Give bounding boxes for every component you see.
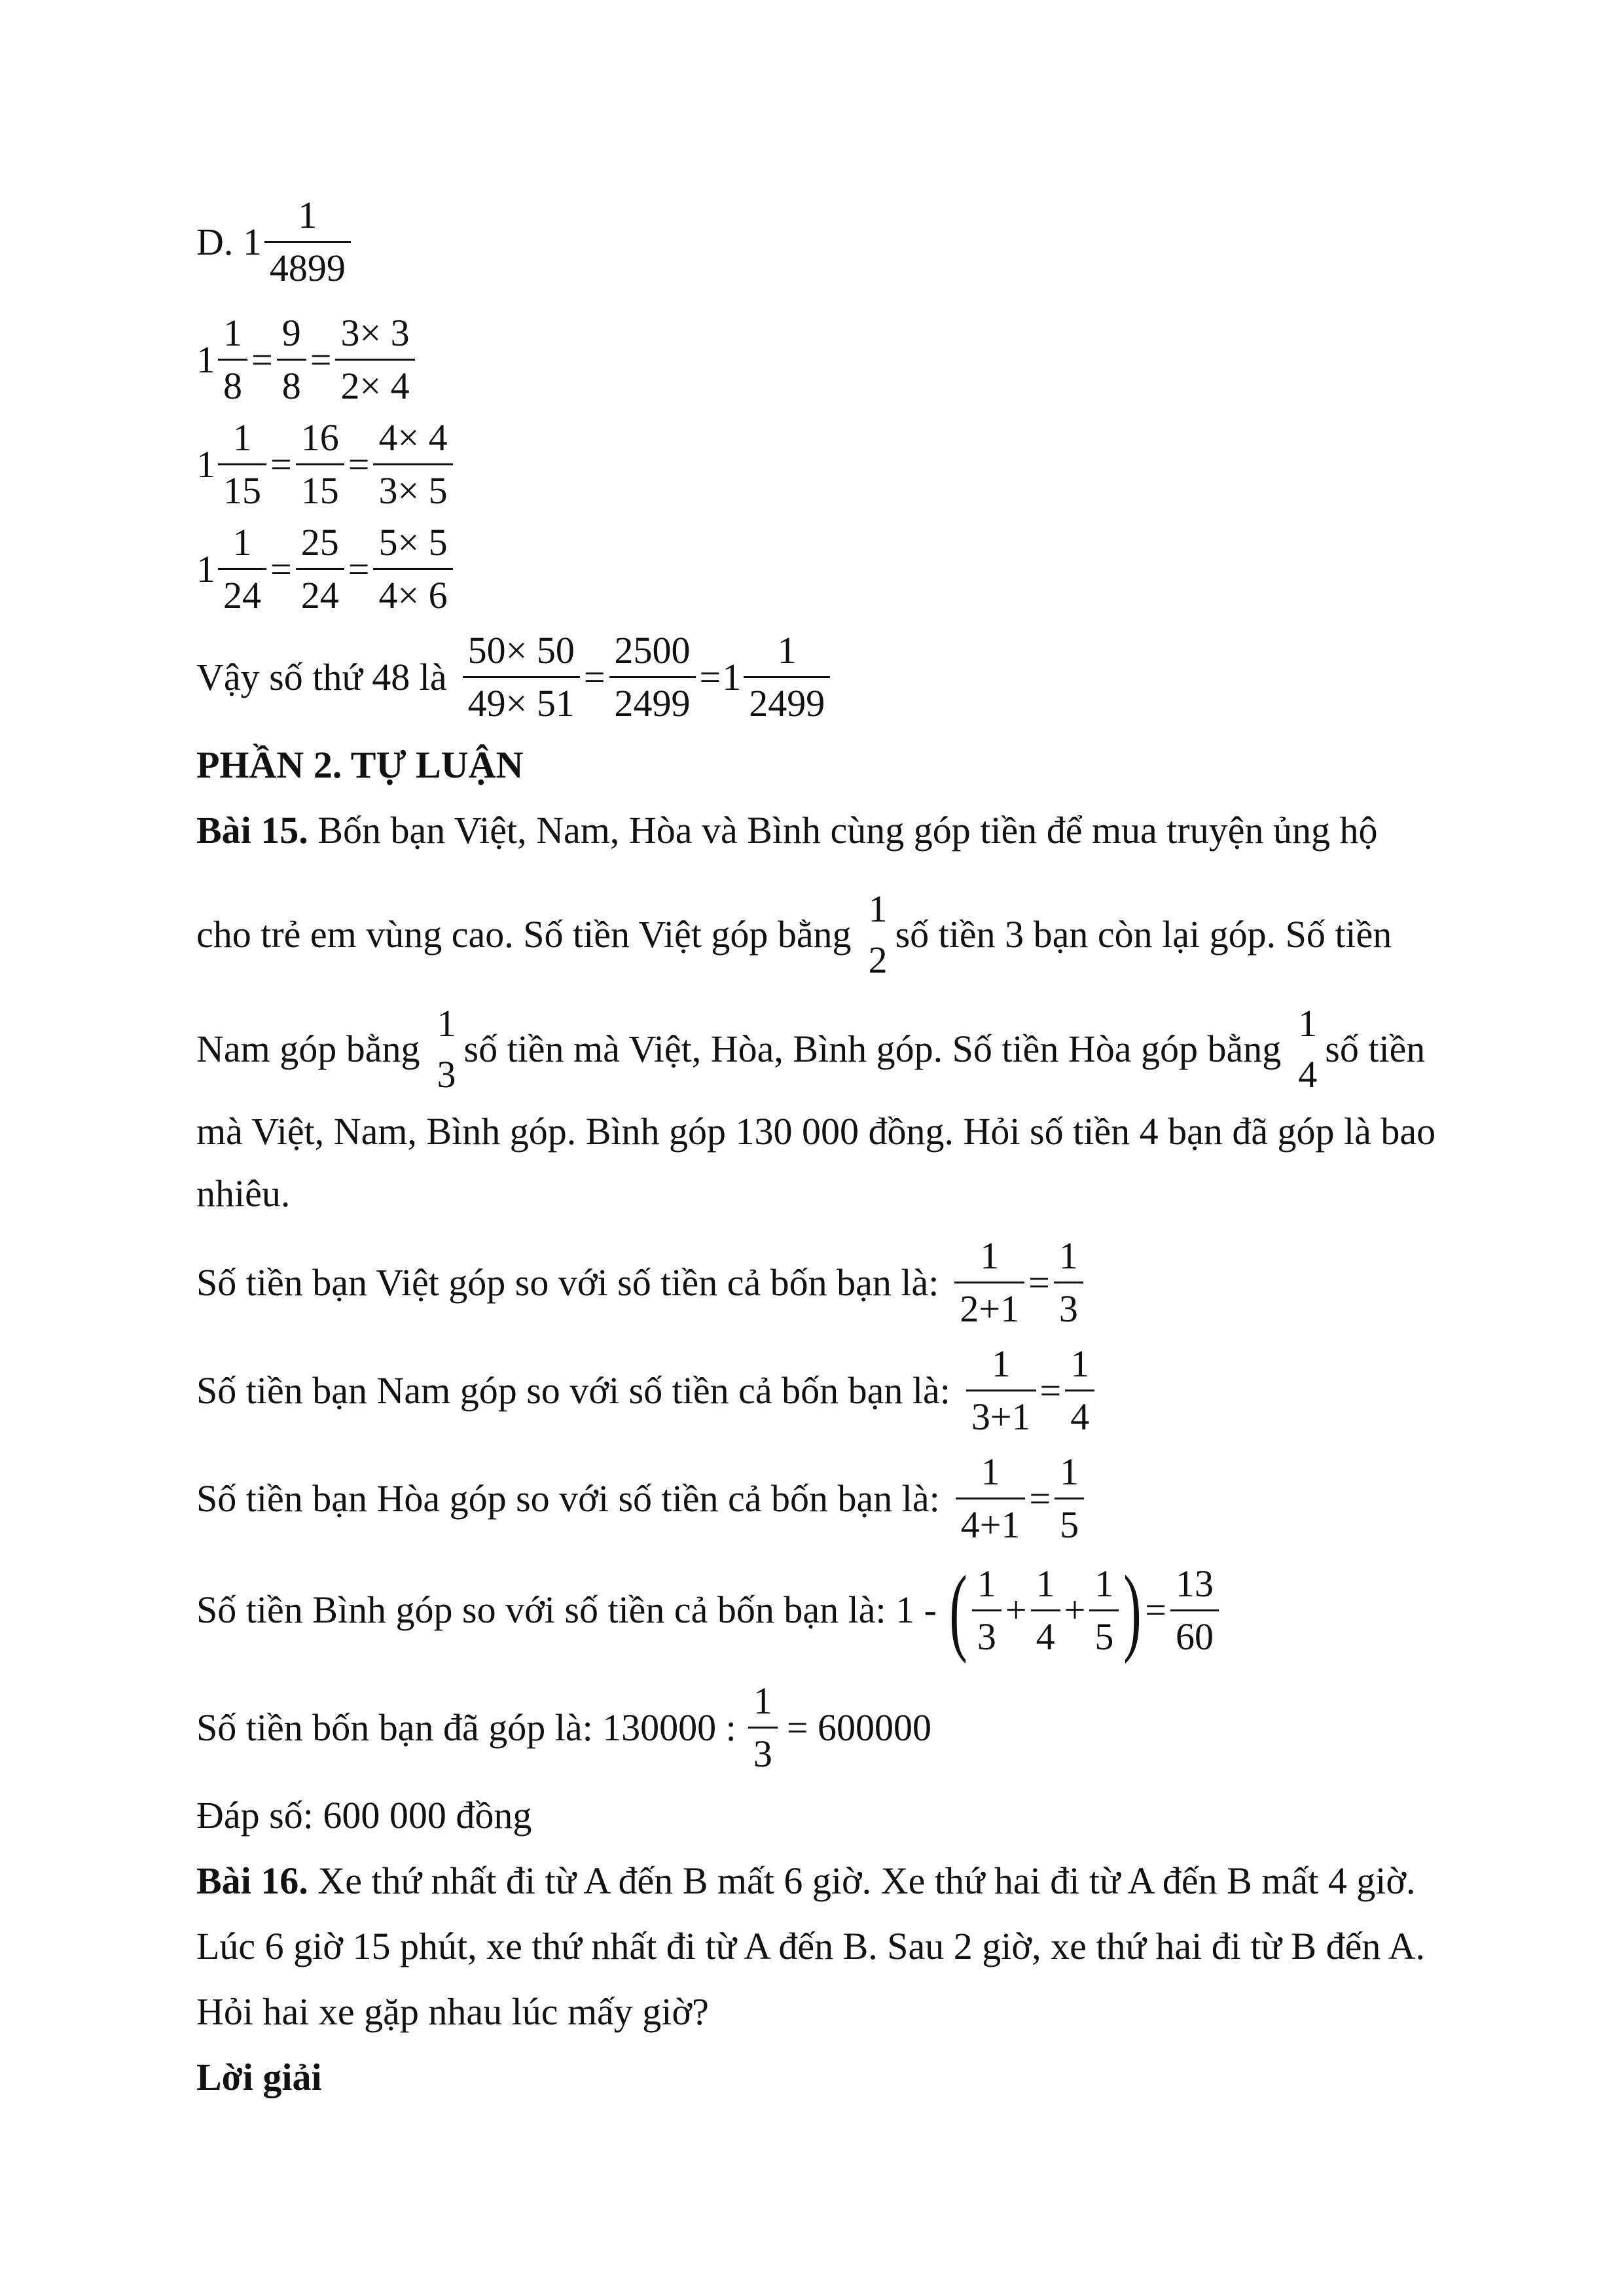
calc-row-1: 1 $\frac{1}{8}$ = $\frac{9}{8}$ = $\frac{3\times 3}{2\times 4}$ <box>196 314 418 405</box>
fraction: 1 4 <box>1298 1002 1318 1096</box>
calc-row-2: 1 $\frac{1}{15}$ = $\frac{16}{15}$ = $\frac{4\times 4}{3\times 5}$ <box>196 419 456 510</box>
bai15-line-5: nhiêu. <box>196 1172 291 1215</box>
fraction: $\frac{1}{3+1}$ <box>966 1345 1036 1436</box>
option-d-fraction: $\frac{1}{4899}$ <box>264 196 351 287</box>
fraction: $\frac{1}{4+1}$ <box>956 1453 1026 1544</box>
fraction: $\frac{16}{15}$ <box>296 419 344 510</box>
option-d <box>196 196 353 287</box>
fraction: $\frac{1}{5}$ <box>1089 1565 1119 1656</box>
solution-nam: Số tiền bạn Nam góp so với số tiền cả bốn bạn là: $\frac{1}{3+1}$ = $\frac{1}{4}$ <box>196 1345 1097 1436</box>
fraction: $\frac{1}{3}$ <box>748 1682 778 1773</box>
solution-heading: Lời giải <box>196 2056 322 2098</box>
solution-binh: Số tiền Bình góp so với số tiền cả bốn bạn là: 1 - ( $\frac{1}{3}$ + $\frac{1}{4}$ + $\frac{1}{5}$ ) = $\frac{13}{60}$ <box>196 1561 1221 1659</box>
bai16-line-2: Lúc 6 giờ 15 phút, xe thứ nhất đi từ A đến B. Sau 2 giờ, xe thứ hai đi từ B đến A. <box>196 1925 1426 1967</box>
fraction: $\frac{1}{3}$ <box>1054 1237 1083 1328</box>
fraction: 1 3 <box>437 1002 456 1096</box>
solution-hoa: Số tiền bạn Hòa góp so với số tiền cả bốn bạn là: $\frac{1}{4+1}$ = $\frac{1}{5}$ <box>196 1453 1087 1544</box>
fraction: $\frac{5\times 5}{4\times 6}$ <box>373 524 452 615</box>
fraction: $\frac{1}{15}$ <box>218 419 266 510</box>
bai15-line-1: Bài 15. Bốn bạn Việt, Nam, Hòa và Bình cùng góp tiền để mua truyện ủng hộ <box>196 809 1378 852</box>
fraction: $\frac{1}{4}$ <box>1065 1345 1094 1436</box>
total-line: Số tiền bốn bạn đã góp là: 130000 : $\frac{1}{3}$ = 600000 <box>196 1679 932 1775</box>
bai16-line-3: Hỏi hai xe gặp nhau lúc mấy giờ? <box>196 1990 709 2033</box>
fraction: $\frac{4\times 4}{3\times 5}$ <box>373 419 452 510</box>
bai15-line-4: mà Việt, Nam, Bình góp. Bình góp 130 000 đồng. Hỏi số tiền 4 bạn đã góp là bao <box>196 1110 1436 1153</box>
bai16-label: Bài 16. <box>196 1859 308 1902</box>
fraction: $\frac{1}{3}$ <box>972 1565 1001 1656</box>
fraction: $\frac{1}{2499}$ <box>744 632 830 723</box>
bai15-line-2: cho trẻ em vùng cao. Số tiền Việt góp bằng 1 2 số tiền 3 bạn còn lại góp. Số tiền <box>196 888 1392 981</box>
fraction: $\frac{13}{60}$ <box>1170 1565 1219 1656</box>
fraction: $\frac{3\times 3}{2\times 4}$ <box>335 314 414 405</box>
solution-viet: Số tiền bạn Việt góp so với số tiền cả bốn bạn là: $\frac{1}{2+1}$ = $\frac{1}{3}$ <box>196 1237 1086 1328</box>
bai15-label: Bài 15. <box>196 809 308 852</box>
section-title: PHẦN 2. TỰ LUẬN <box>196 744 524 786</box>
fraction: $\frac{50\times 50}{49\times 51}$ <box>463 632 580 723</box>
fraction: $\frac{1}{8}$ <box>218 314 247 405</box>
option-d-label: D. 1 <box>196 220 262 263</box>
calc-row-3: 1 $\frac{1}{24}$ = $\frac{25}{24}$ = $\frac{5\times 5}{4\times 6}$ <box>196 524 456 615</box>
bai15-line-3: Nam góp bằng 1 3 số tiền mà Việt, Hòa, Bình góp. Số tiền Hòa góp bằng 1 4 số tiền <box>196 1002 1426 1096</box>
conclusion-line: Vậy số thứ 48 là $\frac{50\times 50}{49\times 51}$ = $\frac{2500}{2499}$ = 1 $\frac{1}{2499}$ <box>196 632 833 723</box>
fraction: 1 2 <box>868 888 888 981</box>
fraction: $\frac{9}{8}$ <box>277 314 306 405</box>
fraction: $\frac{2500}{2499}$ <box>609 632 696 723</box>
bai16-line-1: Bài 16. Xe thứ nhất đi từ A đến B mất 6 giờ. Xe thứ hai đi từ A đến B mất 4 giờ. <box>196 1859 1416 1902</box>
fraction: $\frac{1}{4}$ <box>1031 1565 1060 1656</box>
fraction: $\frac{1}{24}$ <box>218 524 266 615</box>
answer-line: Đáp số: 600 000 đồng <box>196 1794 532 1837</box>
fraction: $\frac{1}{2+1}$ <box>954 1237 1024 1328</box>
fraction: $\frac{1}{5}$ <box>1055 1453 1084 1544</box>
fraction: $\frac{25}{24}$ <box>296 524 344 615</box>
